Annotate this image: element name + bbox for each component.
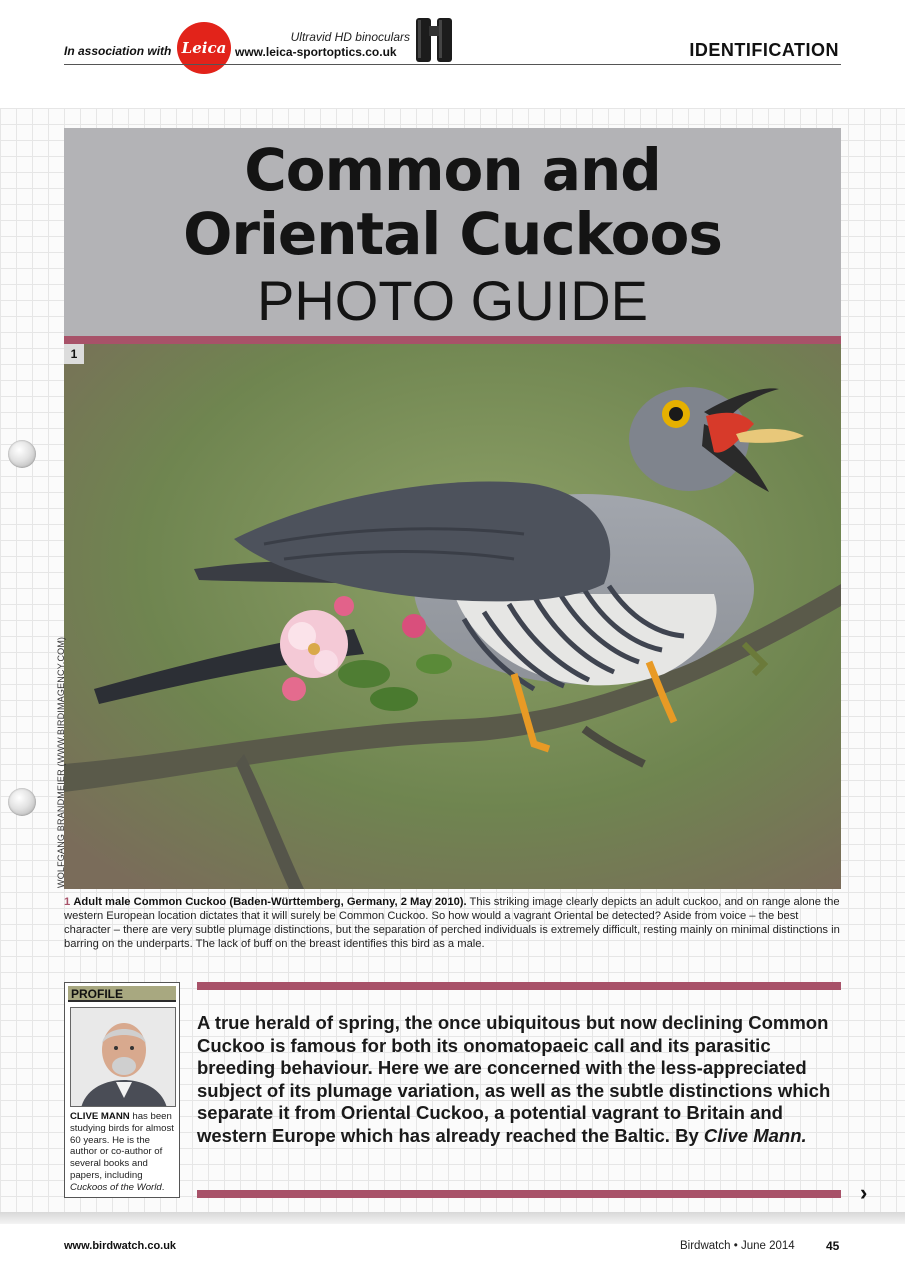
leica-logo[interactable] [177,22,231,74]
page-header [0,0,905,80]
page-title-line-1: Common and [244,136,661,204]
product-line: Ultravid HD binoculars [290,30,410,44]
header-divider [64,64,841,65]
page-bottom-band [0,1212,905,1224]
photo-credit: WOLFGANG BRANDMEIER (WWW.BIRDIMAGENCY.COM) [56,636,66,888]
footer-date: June 2014 [740,1240,795,1252]
profile-bio [68,1111,176,1194]
title-divider [64,336,841,344]
intro-divider-bottom [197,1190,841,1198]
footer-issue [680,1240,795,1252]
photo-number: 1 [64,344,84,364]
title-block [64,128,841,336]
profile-description: has been studying birds for almost 60 years. He is the author or co-author of several books and papers, including [70,1111,174,1181]
caption-body: This striking image clearly depicts an adult cuckoo, and on range alone the western European location dictates that it will surely be Common Cuckoo. So how would a vagrant Oriental be detected? Aside from voice – the best character – there are very subtle plumage distinctions, but the separation of perched individuals is extremely difficult, resting mainly on minimal distinctions in barring on the underparts. The lack of buff on the breast identifies this bird as a male. [64,896,840,950]
binder-hole-icon [8,788,36,816]
caption-heading: Adult male Common Cuckoo (Baden-Württemberg, Germany, 2 May 2010). [73,896,467,908]
caption-number: 1 [64,896,71,908]
association-text: In association with [64,44,172,58]
profile-book: Cuckoos of the World [70,1181,162,1193]
page-number: 45 [826,1239,840,1253]
profile-end: . [161,1181,165,1193]
photo-caption [64,895,841,951]
profile-name: CLIVE MANN [70,1111,130,1122]
footer-separator: • [733,1240,738,1252]
intro-text: A true herald of spring, the once ubiquitous but now declining Common Cuckoo is famous for both its onomatopaeic call and its parasitic breeding behaviour. Here we are concerned with the less-appreciated subject of its plumage variation, as well as the subtle distinctions which separate it from Oriental Cuckoo, a potential vagrant to Britain and western Europe which has already reached the Baltic. By [197,1012,831,1146]
binder-hole-icon [8,440,36,468]
product-url-link[interactable]: www.leica-sportoptics.co.uk [235,45,397,59]
page-subtitle: PHOTO GUIDE [256,269,648,332]
intro-divider-top [197,982,841,990]
footer-publication: Birdwatch [680,1240,731,1252]
intro-standfirst [197,1012,847,1147]
next-page-arrow-icon[interactable]: › [860,1180,868,1205]
section-label: IDENTIFICATION [689,40,839,60]
page-title-line-2: Oriental Cuckoos [183,200,722,268]
author-profile [64,982,180,1198]
leica-logo-text: Leica [181,39,227,57]
profile-label: PROFILE [68,986,176,1002]
author-portrait [70,1007,176,1107]
footer-url-link[interactable]: www.birdwatch.co.uk [64,1240,177,1252]
binoculars-icon [414,14,454,64]
intro-author: Clive Mann. [703,1124,807,1146]
cuckoo-photo [64,344,841,889]
